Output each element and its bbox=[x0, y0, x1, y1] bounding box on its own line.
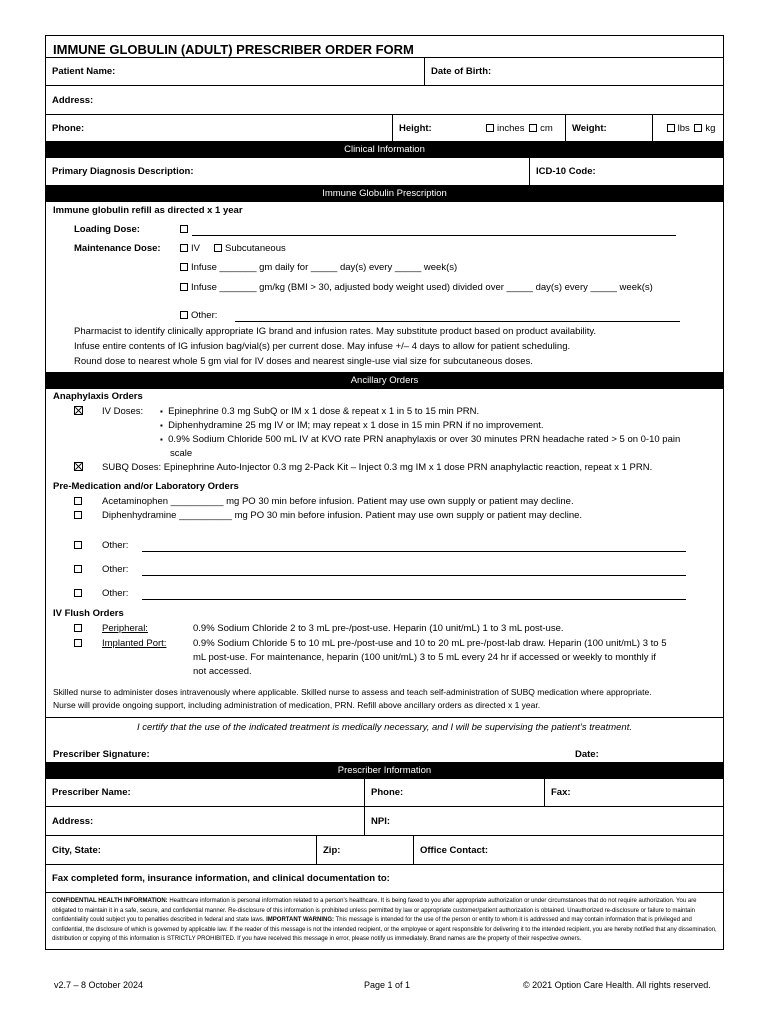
other-dose-line[interactable] bbox=[235, 321, 680, 322]
fax-instructions: Fax completed form, insurance information, and clinical documentation to: bbox=[52, 873, 390, 884]
city-row bbox=[46, 836, 723, 865]
subq-doses-text: SUBQ Doses: Epinephrine Auto-Injector 0.3 mg 2-Pack Kit – Inject 0.3 mg IM x 1 dose PRN anaphylactic reaction, repeat x 1 PRN. bbox=[102, 462, 653, 473]
bullet-icon: ▪ bbox=[160, 421, 163, 430]
other-1-label: Other: bbox=[102, 540, 129, 551]
other-dose-label: Other: bbox=[191, 310, 218, 321]
kg-checkbox[interactable] bbox=[694, 124, 702, 132]
signature-label: Prescriber Signature: bbox=[53, 749, 150, 760]
other-2-label: Other: bbox=[102, 564, 129, 575]
diphenhydramine-text: Diphenhydramine __________ mg PO 30 min before infusion. Patient may use own supply or patient may decline. bbox=[102, 510, 583, 521]
ancillary-orders-header: Ancillary Orders bbox=[46, 373, 723, 389]
diagnosis-row bbox=[46, 158, 723, 186]
prescriber-fax-label: Fax: bbox=[551, 787, 571, 798]
acetaminophen-text: Acetaminophen __________ mg PO 30 min before infusion. Patient may use own supply or patient may decline. bbox=[102, 496, 574, 507]
fax-row bbox=[46, 865, 723, 893]
prescriber-address-label: Address: bbox=[52, 815, 94, 827]
version-text: v2.7 – 8 October 2024 bbox=[54, 980, 144, 990]
sodium-chloride-text: 0.9% Sodium Chloride 500 mL IV at KVO rate PRN anaphylaxis or over 30 minutes PRN headache rated > 5 on 0-10 pain bbox=[168, 434, 681, 445]
prescription-header: Immune Globulin Prescription bbox=[46, 186, 723, 202]
bullet-icon: ▪ bbox=[160, 407, 163, 416]
nurse-note-2: Nurse will provide ongoing support, including administration of medication, PRN. Refill above ancillary orders as directed x 1 year. bbox=[53, 700, 541, 710]
implanted-port-text-1: 0.9% Sodium Chloride 5 to 10 mL pre-/post-use and 10 to 20 mL pre-/post-lab draw. Heparin (100 unit/mL) 3 to 5 bbox=[193, 638, 667, 649]
peripheral-text: 0.9% Sodium Chloride 2 to 3 mL pre-/post-use. Heparin (10 unit/mL) 1 to 3 mL post-use. bbox=[193, 623, 564, 634]
cm-checkbox[interactable] bbox=[529, 124, 537, 132]
bullet-icon: ▪ bbox=[160, 435, 163, 444]
height-label: Height: bbox=[399, 122, 432, 134]
nurse-note-1: Skilled nurse to administer doses intravenously where applicable. Skilled nurse to assess and teach self-administration of SUBQ medication where appropriate. bbox=[53, 687, 652, 697]
peripheral-label: Peripheral: bbox=[102, 623, 148, 634]
inches-label: inches bbox=[497, 122, 525, 134]
confidential-title: CONFIDENTIAL HEALTH INFORMATION: bbox=[52, 898, 168, 904]
prescriber-address-row bbox=[46, 807, 723, 836]
subq-doses-checkbox[interactable] bbox=[74, 462, 83, 471]
address-row bbox=[46, 86, 723, 115]
implanted-port-label: Implanted Port: bbox=[102, 638, 167, 649]
loading-dose-line[interactable] bbox=[192, 235, 676, 236]
round-dose-note: Round dose to nearest whole 5 gm vial for IV doses and nearest single-use vial size for subcutaneous doses. bbox=[74, 356, 533, 367]
form-title: IMMUNE GLOBULIN (ADULT) PRESCRIBER ORDER FORM bbox=[46, 36, 723, 58]
diagnosis-label: Primary Diagnosis Description: bbox=[52, 166, 194, 177]
other-1-checkbox[interactable] bbox=[74, 541, 82, 549]
prescription-section bbox=[46, 202, 723, 373]
confidentiality-notice bbox=[46, 893, 723, 949]
maintenance-dose-label: Maintenance Dose: bbox=[74, 243, 161, 254]
lbs-checkbox[interactable] bbox=[667, 124, 675, 132]
office-contact-label: Office Contact: bbox=[420, 844, 489, 856]
implanted-port-text-3: not accessed. bbox=[193, 666, 252, 677]
page-number: Page 1 of 1 bbox=[364, 980, 411, 990]
other-dose-checkbox[interactable] bbox=[180, 311, 188, 319]
loading-dose-label: Loading Dose: bbox=[74, 224, 140, 235]
city-state-label: City, State: bbox=[52, 844, 101, 856]
subq-label: Subcutaneous bbox=[224, 243, 286, 254]
lbs-label: lbs bbox=[677, 122, 690, 134]
patient-name-label: Patient Name: bbox=[52, 66, 116, 77]
copyright-text: © 2021 Option Care Health. All rights reserved. bbox=[523, 980, 711, 990]
subq-checkbox[interactable] bbox=[214, 244, 222, 252]
implanted-port-text-2: mL post-use. For maintenance, heparin (100 unit/mL) 3 to 5 mL every 24 hr if accessed or weekly to monthly if bbox=[193, 652, 656, 663]
inches-checkbox[interactable] bbox=[486, 124, 494, 132]
order-form bbox=[45, 35, 724, 950]
confidential-text: Healthcare information is personal information related to a person’s healthcare. It is being faxed to you after appropriate authorization or under circumstances that do not require authorization. You are obligated to maintain it in a safe, secure, and confidential manner. Re-disclosure of this information is prohibited unless permitted by law or appropriate customer/patient authorization is obtained. Unauthorized re-disclosure or failure to maintain confidentiality could subject you to penalties described in federal and state laws. bbox=[52, 898, 697, 923]
iv-doses-checkbox[interactable] bbox=[74, 406, 83, 415]
epinephrine-text: Epinephrine 0.3 mg SubQ or IM x 1 dose & repeat x 1 in 5 to 15 min PRN. bbox=[168, 406, 480, 417]
anaphylaxis-title: Anaphylaxis Orders bbox=[53, 391, 143, 402]
prescriber-name-label: Prescriber Name: bbox=[52, 787, 131, 798]
cm-label: cm bbox=[540, 122, 553, 134]
infuse-daily-text: Infuse _______ gm daily for _____ day(s) every _____ week(s) bbox=[191, 262, 458, 273]
other-1-line[interactable] bbox=[142, 551, 686, 552]
phone-row bbox=[46, 115, 723, 142]
kg-label: kg bbox=[705, 122, 716, 134]
zip-label: Zip: bbox=[323, 844, 341, 856]
icd-label: ICD-10 Code: bbox=[536, 166, 596, 177]
infuse-gmkg-checkbox[interactable] bbox=[180, 283, 188, 291]
patient-name-row bbox=[46, 58, 723, 86]
implanted-port-checkbox[interactable] bbox=[74, 639, 82, 647]
certify-section bbox=[46, 718, 723, 763]
pharmacist-note: Pharmacist to identify clinically appropriate IG brand and infusion rates. May substitute product based on product availability. bbox=[74, 326, 597, 337]
clinical-information-header: Clinical Information bbox=[46, 142, 723, 158]
infuse-daily-checkbox[interactable] bbox=[180, 263, 188, 271]
iv-checkbox[interactable] bbox=[180, 244, 188, 252]
infuse-gmkg-text: Infuse _______ gm/kg (BMI > 30, adjusted body weight used) divided over _____ day(s) every _____ week(s) bbox=[191, 282, 653, 293]
other-3-checkbox[interactable] bbox=[74, 589, 82, 597]
peripheral-checkbox[interactable] bbox=[74, 624, 82, 632]
patient-address-label: Address: bbox=[52, 94, 94, 106]
iv-label: IV bbox=[191, 243, 200, 254]
important-warning-title: IMPORTANT WARNING: bbox=[264, 917, 335, 923]
sodium-chloride-text-cont: scale bbox=[170, 448, 193, 459]
date-label: Date: bbox=[575, 749, 599, 760]
other-2-line[interactable] bbox=[142, 575, 686, 576]
premed-title: Pre-Medication and/or Laboratory Orders bbox=[53, 481, 239, 492]
dob-label: Date of Birth: bbox=[431, 66, 492, 77]
patient-phone-label: Phone: bbox=[52, 122, 85, 134]
infuse-note: Infuse entire contents of IG infusion bag/vial(s) per current dose. May infuse +/– 4 days to allow for patient scheduling. bbox=[74, 341, 571, 352]
npi-label: NPI: bbox=[371, 815, 390, 827]
prescriber-information-header: Prescriber Information bbox=[46, 763, 723, 779]
other-2-checkbox[interactable] bbox=[74, 565, 82, 573]
other-3-line[interactable] bbox=[142, 599, 686, 600]
important-warning-text: This message is intended for the use of the person or entity to whom it is addressed and may contain information that is privileged and confidential, the disclosure of which is governed by applicable law. If the reader of this message is not the intended recipient, or the employee or agent responsible for delivering it to the intended recipient, you are hereby notified that any dissemination, distribution or copying of this information is STRICTLY PROHIBITED. If you have received this message in error, please notify us immediately. Brand names are the property of their respective owners. bbox=[52, 917, 717, 942]
loading-dose-checkbox[interactable] bbox=[180, 225, 188, 233]
diphenhydramine-checkbox[interactable] bbox=[74, 511, 82, 519]
certify-statement: I certify that the use of the indicated treatment is medically necessary, and I will be supervising the patient’s treatment. bbox=[137, 722, 632, 733]
diphenhydramine-iv-text: Diphenhydramine 25 mg IV or IM; may repeat x 1 dose in 15 min PRN if no improvement. bbox=[168, 420, 544, 431]
weight-label: Weight: bbox=[572, 122, 607, 134]
iv-doses-label: IV Doses: bbox=[102, 406, 144, 417]
refill-text: Immune globulin refill as directed x 1 year bbox=[53, 205, 243, 216]
prescriber-name-row bbox=[46, 779, 723, 807]
acetaminophen-checkbox[interactable] bbox=[74, 497, 82, 505]
other-3-label: Other: bbox=[102, 588, 129, 599]
iv-flush-title: IV Flush Orders bbox=[53, 608, 124, 619]
ancillary-section bbox=[46, 389, 723, 718]
prescriber-phone-label: Phone: bbox=[371, 787, 404, 798]
